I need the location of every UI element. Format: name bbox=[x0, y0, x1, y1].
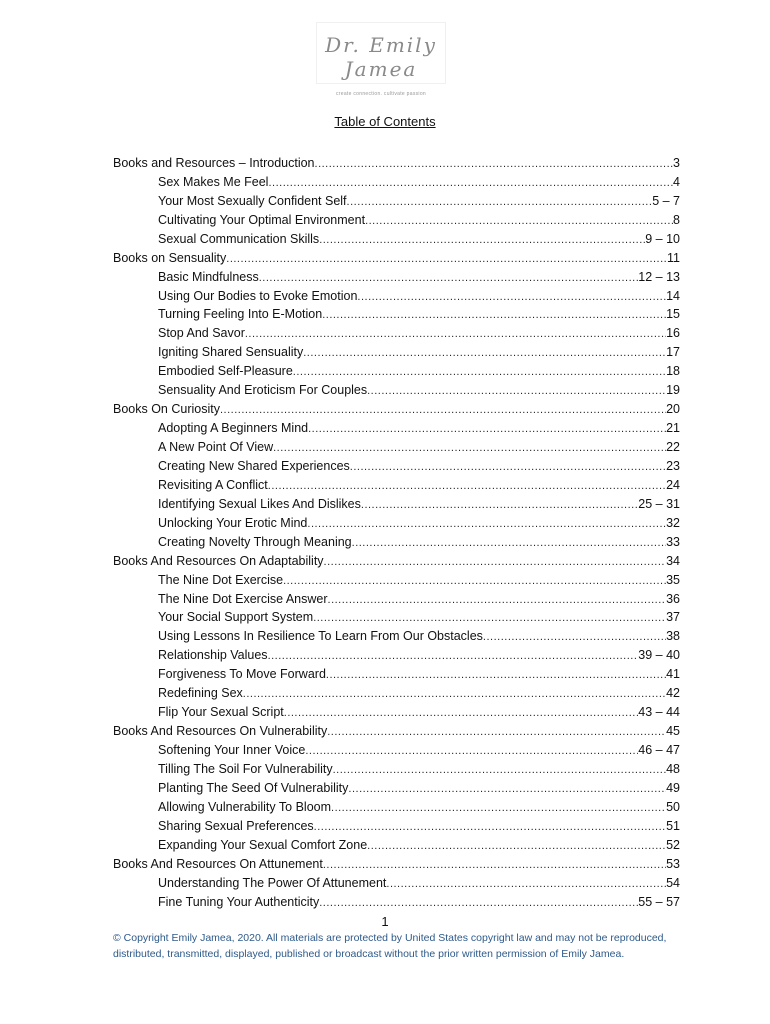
logo bbox=[316, 22, 446, 97]
toc-entry-label: Cultivating Your Optimal Environment bbox=[158, 212, 366, 227]
toc-entry-page: 32 bbox=[666, 515, 680, 530]
toc-entry-label: Basic Mindfulness bbox=[158, 269, 259, 284]
toc-entry-label: Stop And Savor bbox=[158, 326, 245, 341]
dot-leader bbox=[357, 291, 666, 303]
toc-entry-page: 21 bbox=[666, 421, 680, 436]
toc-section-entry[interactable] bbox=[113, 246, 680, 265]
dot-leader bbox=[245, 328, 666, 340]
dot-leader bbox=[284, 707, 639, 719]
toc-entry-page: 43 – 44 bbox=[638, 705, 680, 720]
toc-entry-page: 36 bbox=[666, 591, 680, 606]
toc-entry-label: Flip Your Sexual Script bbox=[158, 705, 284, 720]
toc-entry-label: Turning Feeling Into E-Motion bbox=[158, 307, 323, 322]
toc-section-entry[interactable] bbox=[113, 549, 680, 568]
dot-leader bbox=[326, 669, 666, 681]
toc-entry-page: 16 bbox=[666, 326, 680, 341]
toc-entry-label: Sex Makes Me Feel bbox=[158, 174, 269, 189]
dot-leader bbox=[319, 897, 638, 909]
toc-subsection-entry[interactable] bbox=[113, 814, 680, 833]
dot-leader bbox=[243, 688, 666, 700]
toc-entry-page: 50 bbox=[666, 799, 680, 814]
toc-entry-page: 4 bbox=[673, 174, 680, 189]
dot-leader bbox=[328, 594, 667, 606]
dot-leader bbox=[308, 423, 666, 435]
toc-entry-page: 41 bbox=[666, 667, 680, 682]
toc-entry-label: Forgiveness To Move Forward bbox=[158, 667, 326, 682]
toc-entry-page: 42 bbox=[666, 686, 680, 701]
dot-leader bbox=[303, 347, 666, 359]
toc-entry-page: 46 – 47 bbox=[638, 743, 680, 757]
toc-entry-label: Unlocking Your Erotic Mind bbox=[158, 515, 308, 530]
toc-subsection-entry[interactable] bbox=[113, 662, 680, 681]
toc-entry-label: Sensuality And Eroticism For Couples bbox=[158, 383, 368, 398]
toc-entry-page: 52 bbox=[666, 837, 680, 852]
toc-subsection-entry[interactable] bbox=[113, 359, 680, 378]
dot-leader bbox=[323, 859, 666, 871]
toc-entry-page: 19 bbox=[666, 383, 680, 398]
toc-entry-label: Embodied Self-Pleasure bbox=[158, 364, 293, 379]
toc-entry-page: 49 bbox=[666, 780, 680, 795]
dot-leader bbox=[268, 177, 673, 189]
toc-entry-label: Softening Your Inner Voice bbox=[158, 743, 306, 757]
toc-entry-page: 37 bbox=[666, 610, 680, 625]
toc-subsection-entry[interactable] bbox=[113, 643, 680, 662]
toc-subsection-entry[interactable] bbox=[113, 530, 680, 549]
toc-entry-label: Books and Resources – Introduction bbox=[113, 155, 315, 170]
toc-entry-label: Books And Resources On Vulnerability bbox=[113, 724, 328, 739]
toc-entry-label: Revisiting A Conflict bbox=[158, 477, 268, 492]
toc-entry-label: Adopting A Beginners Mind bbox=[158, 421, 309, 436]
toc-entry-page: 54 bbox=[666, 875, 680, 890]
toc-entry-label: Creating New Shared Experiences bbox=[158, 458, 350, 473]
dot-leader bbox=[331, 802, 666, 814]
logo-text: Dr. Emily Jamea bbox=[325, 33, 437, 81]
toc-subsection-entry[interactable] bbox=[113, 492, 680, 511]
toc-entry-label: Your Most Sexually Confident Self bbox=[158, 193, 347, 208]
toc-entry-label: Igniting Shared Sensuality bbox=[158, 345, 304, 360]
toc-entry-page: 22 bbox=[666, 440, 680, 454]
toc-entry-page: 25 – 31 bbox=[638, 496, 680, 511]
toc-entry-label: Books On Curiosity bbox=[113, 402, 220, 417]
toc-entry-label: Books on Sensuality bbox=[113, 250, 227, 265]
toc-entry-label: Sexual Communication Skills bbox=[158, 231, 320, 246]
dot-leader bbox=[268, 480, 666, 492]
dot-leader bbox=[268, 650, 639, 662]
toc-entry-page: 33 bbox=[666, 534, 680, 549]
dot-leader bbox=[305, 745, 638, 757]
dot-leader bbox=[367, 840, 666, 852]
toc-entry-label: Using Our Bodies to Evoke Emotion bbox=[158, 288, 358, 303]
toc-subsection-entry[interactable] bbox=[113, 624, 680, 643]
toc-subsection-entry[interactable] bbox=[113, 416, 680, 435]
toc-entry-page: 5 – 7 bbox=[652, 193, 680, 208]
toc-subsection-entry[interactable] bbox=[113, 833, 680, 852]
toc-entry-page: 38 bbox=[666, 629, 680, 644]
toc-entry-label: Planting The Seed Of Vulnerability bbox=[158, 780, 349, 795]
dot-leader bbox=[259, 272, 639, 284]
toc-entry-page: 34 bbox=[666, 553, 680, 568]
dot-leader bbox=[322, 309, 666, 321]
toc-section-entry[interactable] bbox=[113, 719, 680, 738]
toc-subsection-entry[interactable] bbox=[113, 265, 680, 284]
toc-section-entry[interactable] bbox=[113, 397, 680, 416]
dot-leader bbox=[315, 158, 674, 170]
logo-tagline: create connection. cultivate passion bbox=[335, 91, 426, 97]
dot-leader bbox=[347, 196, 653, 208]
toc-subsection-entry[interactable] bbox=[113, 587, 680, 606]
toc-subsection-entry[interactable] bbox=[113, 776, 680, 795]
dot-leader bbox=[348, 783, 666, 795]
toc-entry-label: Books And Resources On Attunement bbox=[113, 856, 323, 871]
toc-entry-page: 18 bbox=[666, 364, 680, 379]
toc-subsection-entry[interactable] bbox=[113, 189, 680, 208]
toc-entry-label: Allowing Vulnerability To Bloom bbox=[158, 799, 332, 814]
toc-section-entry[interactable] bbox=[113, 151, 680, 170]
toc-subsection-entry[interactable] bbox=[113, 795, 680, 814]
toc-entry-page: 55 – 57 bbox=[638, 894, 680, 909]
toc-subsection-entry[interactable] bbox=[113, 606, 680, 625]
dot-leader bbox=[313, 612, 666, 624]
toc-entry-page: 23 bbox=[666, 458, 680, 473]
page-number: 1 bbox=[381, 914, 389, 929]
toc-subsection-entry[interactable] bbox=[113, 700, 680, 719]
toc-entry-page: 17 bbox=[666, 345, 680, 360]
dot-leader bbox=[350, 461, 666, 473]
dot-leader bbox=[483, 631, 666, 643]
toc-entry-label: Books And Resources On Adaptability bbox=[113, 553, 324, 568]
toc-subsection-entry[interactable] bbox=[113, 170, 680, 189]
toc-entry-page: 35 bbox=[666, 572, 680, 587]
dot-leader bbox=[283, 575, 666, 587]
toc-entry-label: Identifying Sexual Likes And Dislikes bbox=[158, 496, 361, 511]
toc-entry-label: The Nine Dot Exercise bbox=[158, 572, 284, 587]
toc-entry-page: 48 bbox=[666, 761, 680, 776]
dot-leader bbox=[273, 442, 666, 454]
dot-leader bbox=[386, 878, 666, 890]
dot-leader bbox=[365, 215, 673, 227]
toc-entry-page: 24 bbox=[666, 477, 680, 492]
toc-subsection-entry[interactable] bbox=[113, 890, 680, 909]
table-of-contents bbox=[113, 151, 680, 909]
toc-entry-page: 9 – 10 bbox=[645, 231, 680, 246]
toc-entry-label: Your Social Support System bbox=[158, 610, 314, 625]
toc-entry-label: Understanding The Power Of Attunement bbox=[158, 875, 387, 890]
toc-title: Table of Contents bbox=[334, 114, 436, 129]
copyright-notice: © Copyright Emily Jamea, 2020. All materials are protected by United States copyright law and may not be reproduced, distributed, transmitted, displayed, published or broadcast without the prior written permission of Emily Jamea. bbox=[113, 932, 667, 960]
toc-subsection-entry[interactable] bbox=[113, 454, 680, 473]
toc-entry-label: Expanding Your Sexual Comfort Zone bbox=[158, 837, 368, 852]
toc-entry-page: 15 bbox=[666, 307, 680, 322]
toc-subsection-entry[interactable] bbox=[113, 757, 680, 776]
toc-subsection-entry[interactable] bbox=[113, 871, 680, 890]
dot-leader bbox=[319, 234, 645, 246]
toc-entry-page: 20 bbox=[666, 402, 680, 417]
dot-leader bbox=[226, 253, 667, 265]
dot-leader bbox=[333, 764, 666, 776]
toc-subsection-entry[interactable] bbox=[113, 738, 680, 757]
toc-entry-label: A New Point Of View bbox=[158, 440, 274, 454]
toc-subsection-entry[interactable] bbox=[113, 340, 680, 359]
toc-subsection-entry[interactable] bbox=[113, 321, 680, 340]
toc-entry-label: Creating Novelty Through Meaning bbox=[158, 534, 352, 549]
toc-entry-label: Redefining Sex bbox=[158, 686, 243, 701]
toc-entry-page: 51 bbox=[666, 818, 680, 833]
dot-leader bbox=[220, 404, 666, 416]
dot-leader bbox=[324, 556, 667, 568]
toc-subsection-entry[interactable] bbox=[113, 568, 680, 587]
toc-entry-page: 3 bbox=[673, 155, 680, 170]
toc-entry-label: Sharing Sexual Preferences bbox=[158, 818, 314, 833]
toc-entry-label: Using Lessons In Resilience To Learn From Our Obstacles bbox=[158, 629, 483, 644]
toc-entry-label: The Nine Dot Exercise Answer bbox=[158, 591, 328, 606]
toc-entry-page: 45 bbox=[666, 724, 680, 739]
toc-subsection-entry[interactable] bbox=[113, 303, 680, 322]
dot-leader bbox=[327, 726, 666, 738]
toc-section-entry[interactable] bbox=[113, 852, 680, 871]
toc-entry-label: Fine Tuning Your Authenticity bbox=[158, 894, 320, 909]
toc-subsection-entry[interactable] bbox=[113, 208, 680, 227]
toc-subsection-entry[interactable] bbox=[113, 435, 680, 454]
toc-subsection-entry[interactable] bbox=[113, 284, 680, 303]
toc-entry-page: 14 bbox=[666, 288, 680, 303]
dot-leader bbox=[367, 385, 666, 397]
toc-subsection-entry[interactable] bbox=[113, 511, 680, 530]
toc-entry-label: Relationship Values bbox=[158, 648, 268, 663]
toc-entry-label: Tilling The Soil For Vulnerability bbox=[158, 761, 333, 776]
dot-leader bbox=[307, 518, 666, 530]
toc-subsection-entry[interactable] bbox=[113, 681, 680, 700]
toc-entry-page: 8 bbox=[673, 212, 680, 227]
toc-entry-page: 39 – 40 bbox=[638, 648, 680, 663]
toc-entry-page: 12 – 13 bbox=[638, 269, 680, 284]
dot-leader bbox=[352, 537, 666, 549]
dot-leader bbox=[361, 499, 638, 511]
dot-leader bbox=[293, 366, 666, 378]
toc-entry-page: 53 bbox=[666, 856, 680, 871]
toc-subsection-entry[interactable] bbox=[113, 227, 680, 246]
toc-entry-page: 11 bbox=[667, 250, 680, 265]
toc-subsection-entry[interactable] bbox=[113, 378, 680, 397]
dot-leader bbox=[314, 821, 666, 833]
toc-subsection-entry[interactable] bbox=[113, 473, 680, 492]
